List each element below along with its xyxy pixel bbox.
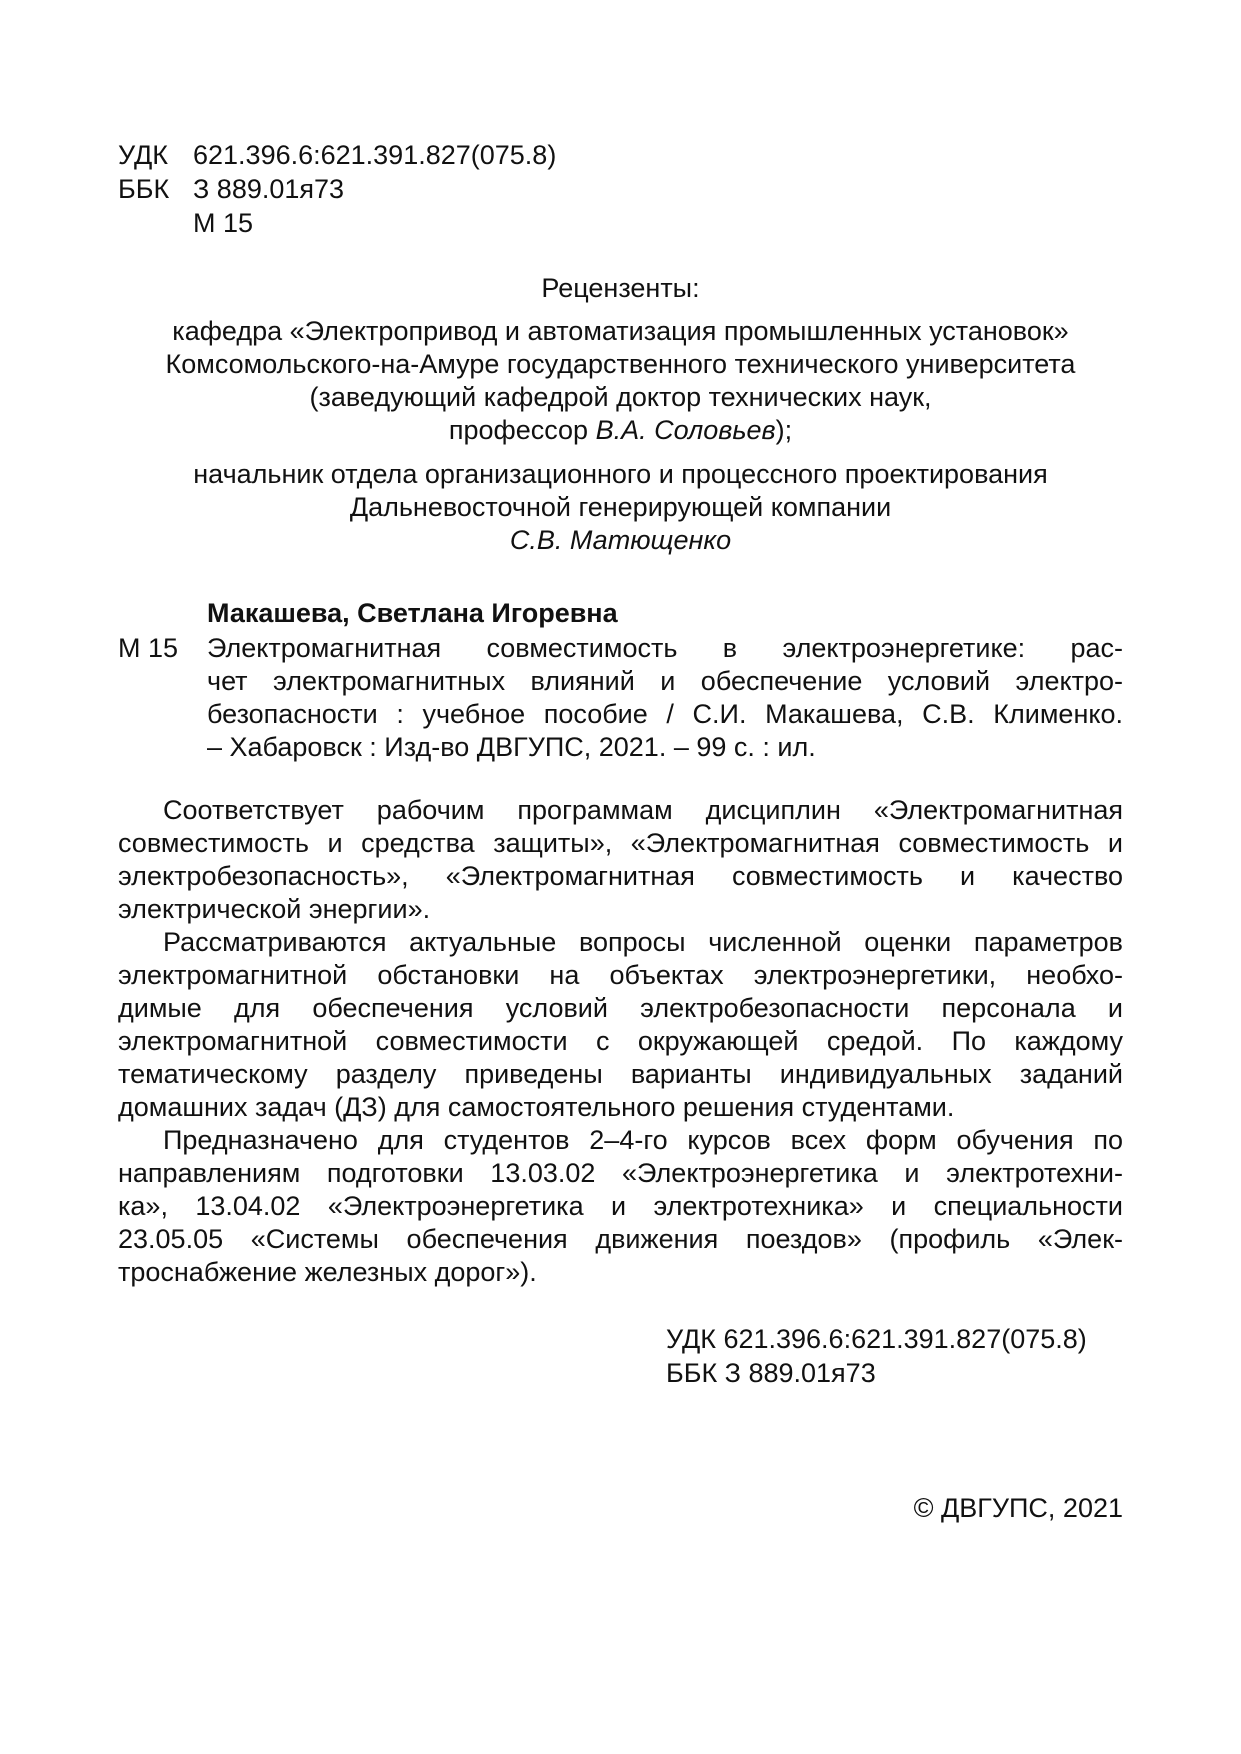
annotation-line: направлениям подготовки 13.03.02 «Электроэнергетика и электротехни-	[118, 1158, 1123, 1188]
bbk-label: ББК	[118, 174, 170, 204]
annotation-line: ка», 13.04.02 «Электроэнергетика и электротехника» и специальности	[118, 1191, 1123, 1221]
reviewers-title: Рецензенты:	[541, 273, 700, 303]
annotation-line: электрической энергии».	[118, 894, 431, 924]
udk-row	[118, 138, 556, 172]
reviewer-second-line: начальник отдела организационного и процессного проектирования	[193, 459, 1048, 489]
author-mark: М 15	[193, 208, 254, 238]
reviewer-first-suffix: );	[775, 415, 793, 445]
copyright: © ДВГУПС, 2021	[913, 1493, 1123, 1523]
footer-udk: УДК 621.396.6:621.391.827(075.8)	[666, 1324, 1087, 1354]
reviewer-first-line: кафедра «Электропривод и автоматизация промышленных установок»	[172, 316, 1069, 346]
reviewer-first-line: Комсомольского-на-Амуре государственного технического университета	[165, 349, 1076, 379]
biblio-line: Электромагнитная совместимость в электроэнергетике: рас-	[207, 633, 1123, 663]
biblio-line: чет электромагнитных влияний и обеспечение условий электро-	[207, 666, 1123, 696]
udk-label: УДК	[118, 140, 168, 170]
reviewer-second	[118, 458, 1123, 557]
biblio-line: – Хабаровск : Изд-во ДВГУПС, 2021. – 99 с. : ил.	[207, 732, 816, 762]
reviewer-first-line	[118, 414, 1123, 447]
classification-codes	[118, 138, 556, 240]
annotation-line: Предназначено для студентов 2–4-го курсов всех форм обучения по	[163, 1125, 1123, 1155]
annotation-line: димые для обеспечения условий электробезопасности персонала и	[118, 993, 1123, 1023]
annotation-line: совместимость и средства защиты», «Электромагнитная совместимость и	[118, 828, 1123, 858]
reviewer-first-prefix: профессор	[448, 415, 596, 445]
annotation-line: домашних задач (ДЗ) для самостоятельного решения студентами.	[118, 1092, 955, 1122]
biblio-mark: М 15	[118, 633, 179, 663]
bbk-row	[118, 172, 556, 206]
biblio-line: безопасности : учебное пособие / С.И. Макашева, С.В. Клименко.	[207, 699, 1123, 729]
bbk-value: З 889.01я73	[193, 174, 345, 204]
reviewer-first-line: (заведующий кафедрой доктор технических наук,	[309, 382, 932, 412]
reviewer-first	[118, 315, 1123, 447]
annotation-line: троснабжение железных дорог»).	[118, 1257, 537, 1287]
udk-value: 621.396.6:621.391.827(075.8)	[193, 140, 557, 170]
bibliographic-description	[207, 632, 1123, 764]
annotation-line: электробезопасность», «Электромагнитная совместимость и качество	[118, 861, 1123, 891]
reviewer-first-name: В.А. Соловьев	[595, 415, 776, 445]
annotation-line: 23.05.05 «Системы обеспечения движения поездов» (профиль «Элек-	[118, 1224, 1123, 1254]
annotation-line: электромагнитной совместимости с окружающей средой. По каждому	[118, 1026, 1123, 1056]
footer-codes	[666, 1322, 1123, 1390]
annotation	[118, 794, 1123, 1289]
annotation-line: Соответствует рабочим программам дисциплин «Электромагнитная	[163, 795, 1123, 825]
author-mark-row	[118, 206, 556, 240]
footer-bbk: ББК З 889.01я73	[666, 1358, 876, 1388]
annotation-line: электромагнитной обстановки на объектах электроэнергетики, необхо-	[118, 960, 1123, 990]
annotation-line: тематическому разделу приведены варианты индивидуальных заданий	[118, 1059, 1123, 1089]
author-name: Макашева, Светлана Игоревна	[207, 598, 618, 628]
annotation-line: Рассматриваются актуальные вопросы численной оценки параметров	[163, 927, 1123, 957]
reviewer-second-name: С.В. Матющенко	[509, 525, 732, 555]
reviewer-second-line: Дальневосточной генерирующей компании	[349, 492, 892, 522]
